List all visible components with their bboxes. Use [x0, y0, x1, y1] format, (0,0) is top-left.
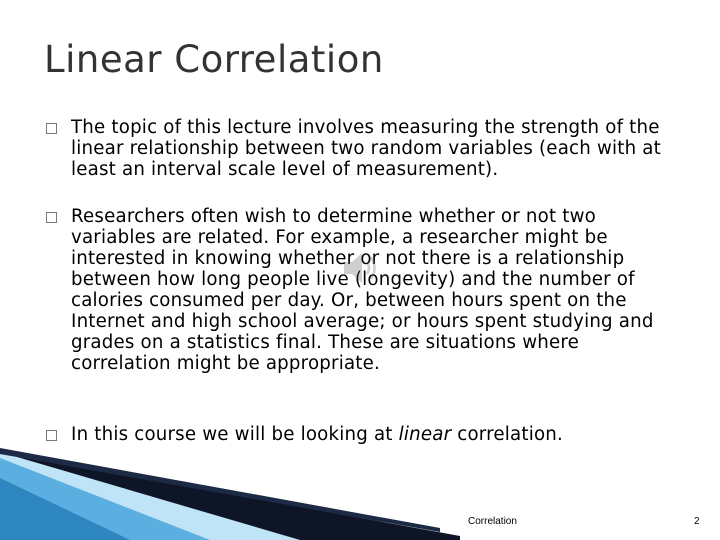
speaker-icon[interactable] — [340, 248, 384, 288]
bullet-text-lead: In this course we will be looking at — [71, 424, 399, 445]
square-bullet-icon — [46, 212, 57, 223]
bullet-item — [46, 424, 676, 445]
page-number: 2 — [694, 516, 700, 527]
bullet-text: The topic of this lecture involves measuring the strength of the linear relationship between two random variables (each with at least an interval scale level of measurement). — [71, 117, 661, 180]
corner-decoration — [0, 448, 460, 540]
emphasis-text: linear — [398, 424, 452, 445]
footer-text: Correlation — [468, 516, 517, 527]
bullet-item — [46, 117, 676, 180]
bullet-text: Researchers often wish to determine whether or not two variables are related. For example, a researcher might be interested in knowing whether or not there is a relationship between how long people live (longevity) and the number of calories consumed per day. Or, between hours spent on the Internet and high school average; or hours spent studying and grades on a statistics final. These are situations where correlation might be appropriate. — [71, 206, 654, 374]
slide-title: Linear Correlation — [44, 38, 384, 81]
bullet-item — [46, 206, 676, 374]
square-bullet-icon — [46, 430, 57, 441]
bullet-text — [71, 424, 563, 445]
bullet-text-tail: correlation. — [451, 424, 564, 445]
square-bullet-icon — [46, 123, 57, 134]
